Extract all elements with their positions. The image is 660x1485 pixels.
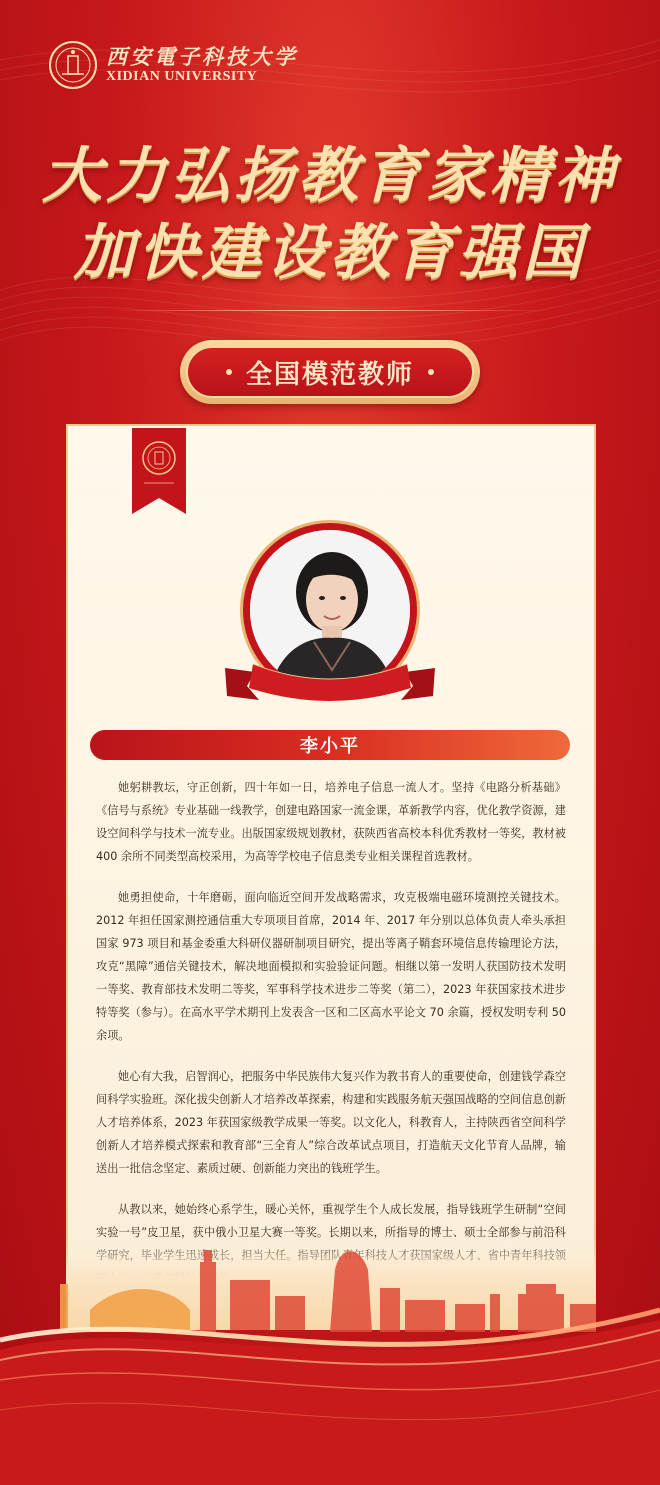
bookmark-seal-icon [132, 428, 186, 514]
headline-line-2: 加快建设教育强国 [74, 218, 586, 288]
headline-line-1: 大力弘扬教育家精神 [42, 141, 618, 211]
name-bar [90, 730, 570, 760]
honor-banner [180, 340, 480, 404]
honor-title: 全国模范教师 [245, 359, 414, 390]
teacher-name: 李小平 [300, 736, 360, 757]
dot-icon [428, 369, 434, 375]
university-name-cn: 西安電子科技大学 [106, 44, 298, 69]
bio-paragraph: 从教以来，她始终心系学生，暖心关怀，重视学生个人成长发展，指导钱班学生研制“空间实验一号”皮卫星，获中俄小卫星大赛一等奖。长期以来，所指导的博士、硕士全部参与前沿科 [96, 1203, 566, 1239]
bio-paragraph: 她躬耕教坛，守正创新，四十年如一日，培养电子信息一流人才。坚持《电路分析基础》《信号与系统》专业基础一线教学，创建电路国家一流金课，革新教学内容，优化教学资源，建设空间科学与技术一流专业。出版国家级规划教材，获陕西省高校本科优秀教材一等奖，教材被 400 余所不同类型高校采用，为高等学校电子信息类专业相关课程首选教材。 [96, 781, 566, 863]
university-seal-icon [48, 40, 98, 90]
bio-paragraph: 她心有大我，启智润心，把服务中华民族伟大复兴作为教书育人的重要使命，创建钱学森空间科学实验班。深化拔尖创新人才培养改革探索，构建和实践服务航天强国战略的空间信息创新人才培养体系，2023 年获国家级教学成果一等奖。以文化人，科教育人，主持陕西省空间科学创新人才培养模式探索和教育部“三全育人”综合改革试点项目，打造航天文化节育人品牌，输送出一批信念坚定、素质过硬、创新能力突出的钱班学生。 [96, 1070, 566, 1175]
bio-paragraph: 她勇担使命，十年磨砺，面向临近空间开发战略需求，攻克极端电磁环境测控关键技术。2012 年担任国家测控通信重大专项项目首席，2014 年、2017 年分别以总体负责人牵头承担国家 973 项目和基金委重大科研仪器研制项目研究，提出等离子鞘套环境信息传输理论方法，攻克“黑障”通信关键技术，解决地面模拟和实验验证问题。相继以第一发明人获国防技术发明一等奖、教育部技术发明二等奖，军事科学技术进步二等奖（第二），2023 年获国家技术进步特等奖（参与）。在高水平学术期刊上发表含一区和二区高水平论文 70 余篇，授权发明专利 50 余项。 [96, 891, 566, 1042]
ribbon-icon [215, 650, 445, 710]
divider [110, 310, 550, 311]
dot-icon [226, 369, 232, 375]
university-logo [48, 40, 298, 90]
campus-skyline-illustration [0, 1240, 660, 1485]
university-name-en: XIDIAN UNIVERSITY [106, 69, 258, 84]
bio-content [96, 776, 566, 1308]
